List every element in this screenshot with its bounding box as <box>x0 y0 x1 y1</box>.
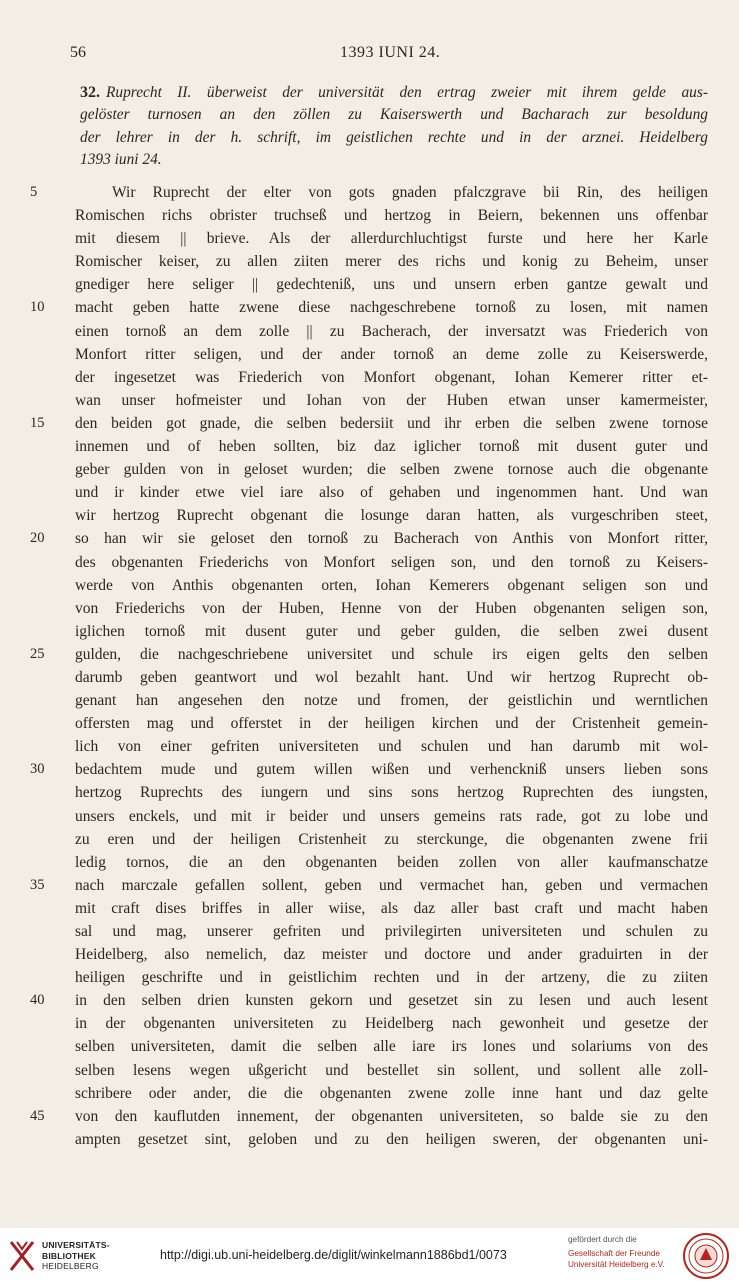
line-text: mit diesem || brieve. Als der allerdurchluchtigst furste und here her Karle <box>75 230 708 248</box>
line-text: ledig tornos, die an den obgenanten beiden zollen von aller kaufmanschatze <box>75 853 708 871</box>
text-line <box>0 712 739 735</box>
document-heading <box>80 82 708 171</box>
line-text: selben lesens wegen ußgericht und bestellet sin sollent, und sollent alle zoll- <box>75 1061 708 1079</box>
university-seal-icon <box>682 1232 730 1280</box>
line-number: 20 <box>30 530 45 547</box>
heading-line <box>80 82 708 104</box>
line-text: den beiden got gnade, die selben bedersiit und ihr erben die selben zwene tornose <box>75 414 708 432</box>
line-text: und ir kinder etwe viel iare also of gehaben und ingenommen hant. Und wan <box>75 484 708 502</box>
text-line <box>0 1012 739 1035</box>
line-text: Monfort ritter seligen, und der ander tornoß an deme zolle zu Keiserswerde, <box>75 345 708 363</box>
line-number: 30 <box>30 761 45 778</box>
line-text: mit craft dises briffes in aller wiise, als daz aller bast craft und macht haben <box>75 899 708 917</box>
text-line <box>0 805 739 828</box>
heading-line: 1393 iuni 24. <box>80 150 162 168</box>
line-text: offersten mag und offerstet in der heiligen kirchen und der Cristenheit gemein- <box>75 715 708 733</box>
line-text: sal und mag, unserer gefriten und privilegirten universiteten und schulen zu <box>75 923 708 940</box>
text-line <box>0 666 739 689</box>
line-number: 15 <box>30 414 45 431</box>
body-text <box>0 181 739 1151</box>
text-line <box>0 458 739 481</box>
text-line <box>0 989 739 1012</box>
line-text: genant han angesehen den notze und fromen, der geistlichin und werntlichen <box>75 692 708 710</box>
text-line <box>0 897 739 920</box>
sponsor-name-line: Universität Heidelberg e.V. <box>568 1260 665 1269</box>
heading-line: gelöster turnosen an den zöllen zu Kaiserswerth und Bacharach zur besoldung <box>80 106 708 124</box>
line-text: darumb geben geantwort und wol bezahlt hant. Und wir hertzog Ruprecht ob- <box>75 668 708 686</box>
text-line <box>0 574 739 597</box>
line-text: gnediger here seliger || gedechteniß, uns und unsern erben gantze gewalt und <box>75 276 708 294</box>
text-line <box>0 551 739 574</box>
line-text: in den selben drien kunsten gekorn und gesetzet sin zu lesen und auch lesent <box>75 992 708 1010</box>
text-line <box>0 250 739 273</box>
text-line <box>0 1105 739 1128</box>
text-line <box>0 389 739 412</box>
line-text: des obgenanten Friederichs von Monfort seligen son, und den tornoß zu Keisers- <box>75 553 708 571</box>
text-line <box>0 296 739 319</box>
sponsor-label: gefördert durch die <box>568 1235 637 1244</box>
line-text: Romischen richs obrister truchseß und hertzog in Beiern, bekennen uns offenbar <box>75 207 708 225</box>
permalink-url[interactable]: http://digi.ub.uni-heidelberg.de/diglit/winkelmann1886bd1/0073 <box>160 1248 507 1262</box>
text-line <box>0 435 739 458</box>
sponsor-name-line: Gesellschaft der Freunde <box>568 1249 660 1258</box>
text-line <box>0 851 739 874</box>
line-number: 40 <box>30 992 45 1009</box>
line-number: 45 <box>30 1107 45 1124</box>
line-text: wir hertzog Ruprecht obgenant die losunge daran hatten, als vurgeschriben steet, <box>75 507 708 525</box>
line-number: 10 <box>30 299 45 316</box>
text-line <box>0 966 739 989</box>
line-text: hertzog Ruprechts des iungern und sins sons hertzog Ruprechten des iungsten, <box>75 784 708 802</box>
text-line <box>0 1082 739 1105</box>
text-line <box>0 273 739 296</box>
line-text: iglichen tornoß mit dusent guter und geber gulden, die selben zwei dusent <box>75 622 708 640</box>
text-line <box>0 320 739 343</box>
line-text: in der obgenanten universiteten zu Heidelberg nach gewonheit und gesetze der <box>75 1015 708 1033</box>
text-line <box>0 758 739 781</box>
line-text: gulden, die nachgeschriebene universitet und schule irs eigen gelts den selben <box>75 645 708 663</box>
text-line <box>0 412 739 435</box>
line-text: macht geben hatte zwene diese nachgeschrebene tornoß zu losen, mit namen <box>75 299 708 317</box>
text-line <box>0 1128 739 1151</box>
line-text: einen tornoß an dem zolle || zu Bacherach, der inversatzt was Friederich von <box>75 322 708 340</box>
line-number: 5 <box>30 184 38 200</box>
line-number: 25 <box>30 645 45 662</box>
text-line <box>0 504 739 527</box>
text-line <box>0 1035 739 1058</box>
library-name-line: HEIDELBERG <box>42 1261 99 1271</box>
text-line <box>0 643 739 666</box>
line-text: Heidelberg, also nemelich, daz meister und doctore und ander graduirten in der <box>75 946 708 964</box>
line-text: zu eren und der heiligen Cristenheit zu sterckunge, die obgenanten zwene frii <box>75 830 708 848</box>
text-line <box>0 874 739 897</box>
line-text: bedachtem mude und gutem willen wißen und verhenckniß unsers lieben sons <box>75 761 708 779</box>
line-text: von den kauflutden innement, der obgenanten universiteten, so balde sie zu den <box>75 1107 708 1125</box>
line-text: schribere oder ander, die die obgenanten zwene zolle inne hant und daz gelte <box>75 1084 708 1102</box>
line-text: heiligen geschrifte und in geistlichim rechten und in der artzeny, die zu ziiten <box>75 969 708 987</box>
line-text: der ingesetzet was Friederich von Monfort obgenant, Iohan Kemerer ritter et- <box>75 368 708 386</box>
line-text: werde von Anthis obgenanten orten, Iohan Kemerers obgenant seligen son und <box>75 576 708 594</box>
line-text: wan unser hofmeister und Iohan von der Huben etwan unser kamermeister, <box>75 391 708 409</box>
line-text: Romischer keiser, zu allen ziiten merer des richs und konig zu Beheim, unser <box>75 253 708 271</box>
running-title: 1393 IUNI 24. <box>340 44 441 61</box>
text-line <box>0 481 739 504</box>
sponsor-credit <box>568 1234 678 1270</box>
page-number: 56 <box>70 44 86 61</box>
university-library-logo-icon <box>8 1238 36 1274</box>
text-line <box>0 597 739 620</box>
library-name-line: UNIVERSITÄTS- <box>42 1240 110 1250</box>
text-line <box>0 943 739 966</box>
line-text: selben universiteten, damit die selben alle iare irs lones und solariums von des <box>75 1038 708 1056</box>
page-header <box>70 44 710 66</box>
line-text: lich von einer gefriten universiteten und schulen und han darumb mit wol- <box>75 738 708 756</box>
text-line <box>0 181 739 204</box>
line-text: nach marczale gefallen sollent, geben und vermachet han, geben und vermachen <box>75 876 708 894</box>
footer-bar <box>0 1228 739 1284</box>
document-number: 32. <box>80 84 100 101</box>
text-line <box>0 527 739 550</box>
text-line <box>0 735 739 758</box>
line-text: innemen und of heben sollten, biz daz iglicher tornoß mit dusent guter und <box>75 438 708 456</box>
line-text: geber gulden von in geloset wurden; die selben zwene tornose auch die obgenante <box>75 461 708 479</box>
line-number: 35 <box>30 876 45 893</box>
line-text: unsers enckels, und mit ir beider und unsers gemeins rats rade, got zu lobe und <box>75 807 708 825</box>
line-text: ampten gesetzet sint, geloben und zu den heiligen sweren, der obgenanten uni- <box>75 1130 708 1148</box>
text-line <box>0 1059 739 1082</box>
text-line <box>0 204 739 227</box>
line-text: Wir Ruprecht der elter von gots gnaden pfalczgrave bii Rin, des heiligen <box>112 184 708 201</box>
text-line <box>0 781 739 804</box>
heading-line: der lehrer in der h. schrift, im geistlichen rechte und in der arznei. Heidelberg <box>80 128 708 146</box>
line-text: von Friederichs von der Huben, Henne von der Huben obgenanten seligen son, <box>75 599 708 617</box>
library-name-line: BIBLIOTHEK <box>42 1250 96 1261</box>
text-line <box>0 227 739 250</box>
heading-line-text: Ruprecht II. überweist der universität den ertrag zweier mit ihrem gelde aus- <box>106 84 708 101</box>
text-line <box>0 920 739 943</box>
line-text: so han wir sie geloset den tornoß zu Bacherach von Anthis von Monfort ritter, <box>75 530 708 548</box>
text-line <box>0 689 739 712</box>
text-line <box>0 343 739 366</box>
text-line <box>0 828 739 851</box>
library-name <box>42 1240 110 1272</box>
text-line <box>0 366 739 389</box>
text-line <box>0 620 739 643</box>
